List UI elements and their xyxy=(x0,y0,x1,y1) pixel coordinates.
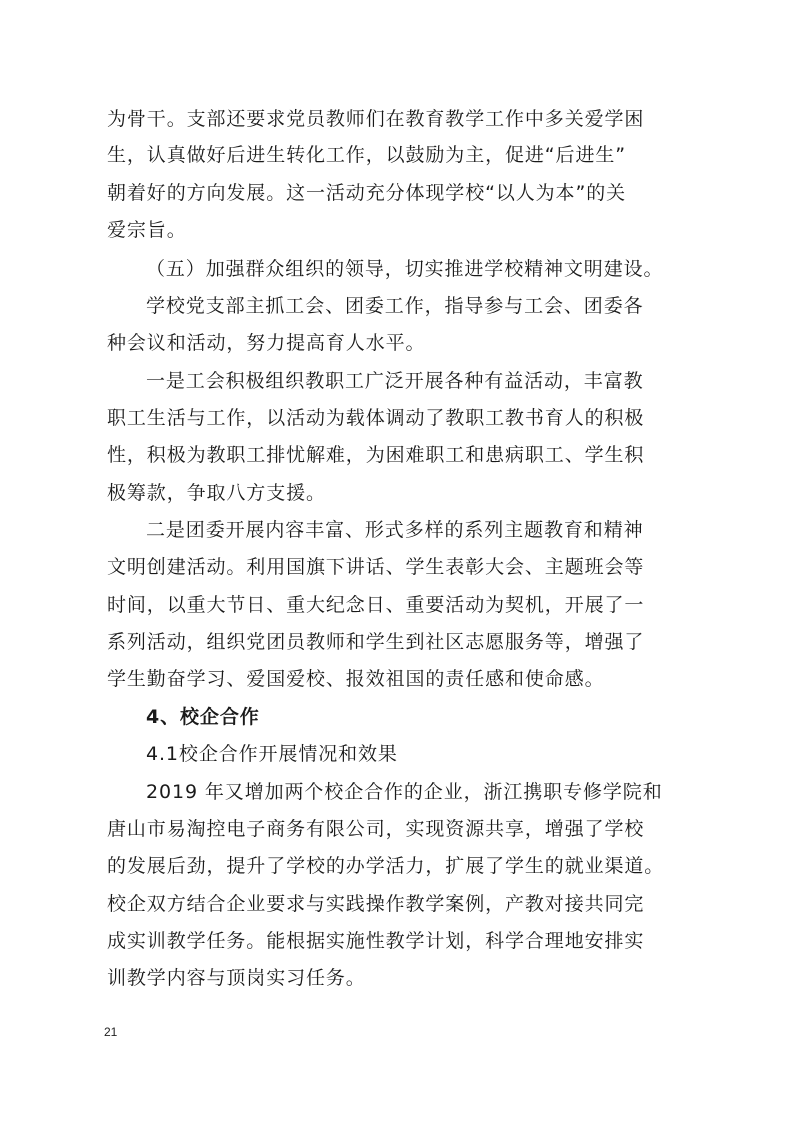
text-line: 时间，以重大节日、重大纪念日、重要活动为契机，开展了一 xyxy=(107,594,645,616)
text-line: 朝着好的方向发展。这一活动充分体现学校“以人为本”的关 xyxy=(107,182,626,204)
text-line: 一是工会积极组织教职工广泛开展各种有益活动，丰富教 xyxy=(146,370,644,392)
text-line: 训教学内容与顶岗实习任务。 xyxy=(107,967,366,989)
text-line: 二是团委开展内容丰富、形式多样的系列主题教育和精神 xyxy=(146,519,644,541)
text-line: 学校党支部主抓工会、团委工作，指导参与工会、团委各 xyxy=(146,295,644,317)
text-line: 极筹款，争取八方支援。 xyxy=(107,482,326,504)
text-line: 为骨干。支部还要求党员教师们在教育教学工作中多关爱学困 xyxy=(107,108,645,130)
text-line: 文明创建活动。利用国旗下讲话、学生表彰大会、主题班会等 xyxy=(107,556,645,578)
text-line: 的发展后劲，提升了学校的办学活力，扩展了学生的就业渠道。 xyxy=(107,855,665,877)
text-line: 爱宗旨。 xyxy=(107,219,187,241)
text-line: 校企双方结合企业要求与实践操作教学案例，产教对接共同完 xyxy=(107,893,645,915)
text-line: 唐山市易淘控电子商务有限公司，实现资源共享，增强了学校 xyxy=(107,818,645,840)
text-line: 生，认真做好后进生转化工作，以鼓励为主，促进“后进生” xyxy=(107,144,626,166)
text-line: 学生勤奋学习、爱国爱校、报效祖国的责任感和使命感。 xyxy=(107,668,605,690)
section-heading-bold: 4、校企合作 xyxy=(146,706,260,728)
text-line: 种会议和活动，努力提高育人水平。 xyxy=(107,332,426,354)
subsection-heading: 4.1校企合作开展情况和效果 xyxy=(146,743,398,765)
text-line: 系列活动，组织党团员教师和学生到社区志愿服务等，增强了 xyxy=(107,631,645,653)
text-line: 性，积极为教职工排忧解难，为困难职工和患病职工、学生积 xyxy=(107,444,645,466)
text-line: 2019 年又增加两个校企合作的企业，浙江携职专修学院和 xyxy=(146,781,663,803)
text-line: 职工生活与工作，以活动为载体调动了教职工教书育人的积极 xyxy=(107,407,645,429)
page-number: 21 xyxy=(104,1025,118,1039)
text-line: 成实训教学任务。能根据实施性教学计划，科学合理地安排实 xyxy=(107,930,645,952)
section-heading: （五）加强群众组织的领导，切实推进学校精神文明建设。 xyxy=(146,258,664,280)
